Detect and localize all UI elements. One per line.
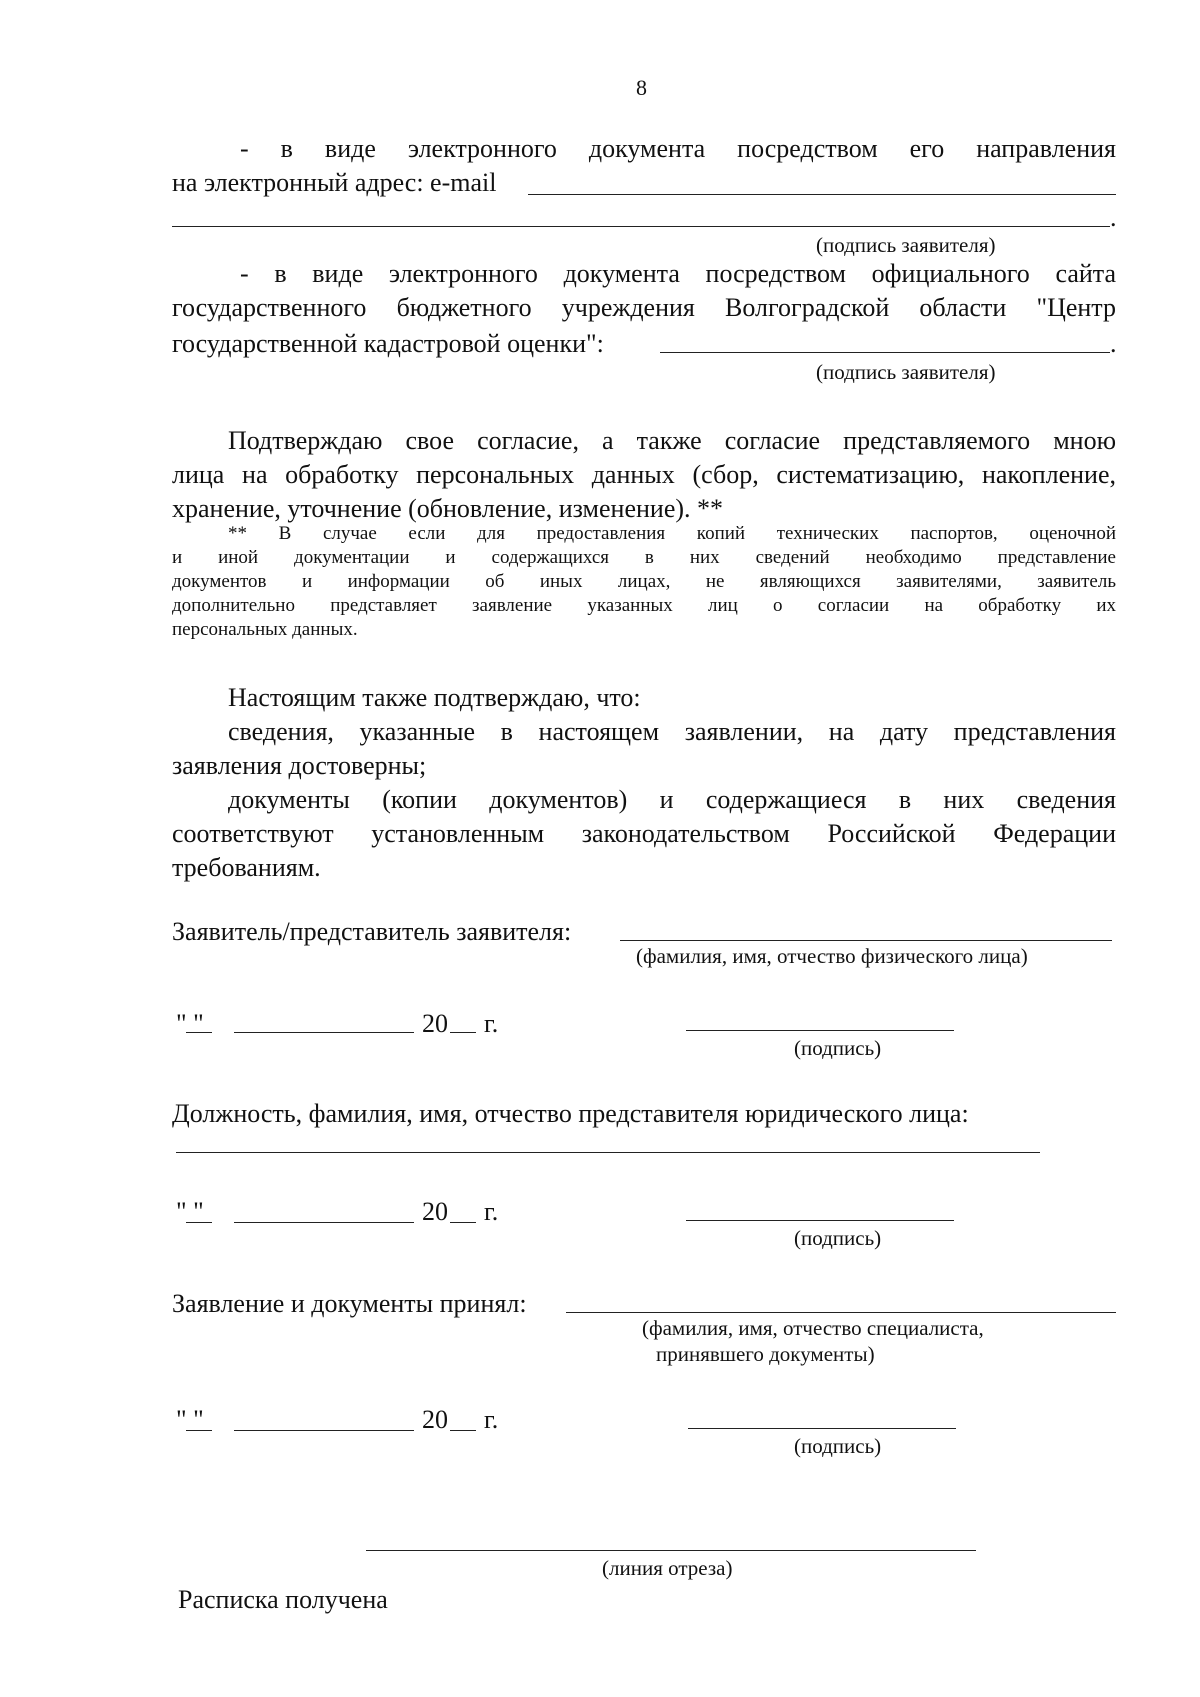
cut-line [366,1550,976,1551]
accepted-caption-line2: принявшего документы) [656,1342,875,1366]
email-input-line-2[interactable] [172,226,1110,227]
confirmation-p1-line2: заявления достоверны; [172,751,427,780]
year-prefix: 20 [422,1405,448,1434]
site-option-line2: государственного бюджетного учреждения Волгоградской области "Центр [172,293,1116,322]
year-prefix: 20 [422,1009,448,1038]
applicant-label: Заявитель/представитель заявителя: [172,917,572,946]
email-input-line[interactable] [528,194,1116,195]
footnote-line1: ** В случае если для предоставления копий технических паспортов, оценочной [228,523,1116,544]
email-option-label: на электронный адрес: e-mail [172,168,497,197]
year-suffix: г. [484,1197,499,1226]
consent-line3: хранение, уточнение (обновление, изменение). ** [172,494,724,523]
signature-line[interactable] [688,1428,956,1429]
month-input-line[interactable] [234,1430,414,1431]
date-quotes: " " [176,1405,204,1434]
signature-line[interactable] [686,1220,954,1221]
footnote-line2: и иной документации и содержащихся в них сведений необходимо представление [172,547,1116,568]
page-number: 8 [636,75,647,100]
site-signature-caption: (подпись заявителя) [816,360,996,384]
month-input-line[interactable] [234,1222,414,1223]
cut-line-caption: (линия отреза) [602,1556,733,1580]
confirmation-intro: Настоящим также подтверждаю, что: [228,683,641,712]
date-quotes: " " [176,1009,204,1038]
accepted-name-line[interactable] [566,1312,1116,1313]
year-input-line[interactable] [450,1430,476,1431]
legal-rep-label: Должность, фамилия, имя, отчество представителя юридического лица: [172,1099,969,1128]
signature-line[interactable] [686,1030,954,1031]
day-input-line[interactable] [186,1430,212,1431]
year-prefix: 20 [422,1197,448,1226]
site-option-label: государственной кадастровой оценки": [172,329,604,358]
month-input-line[interactable] [234,1032,414,1033]
footnote-line3: документов и информации об иных лицах, не являющихся заявителями, заявитель [172,571,1116,592]
consent-line1: Подтверждаю свое согласие, а также согласие представляемого мною [228,426,1116,455]
email-signature-caption: (подпись заявителя) [816,233,996,257]
legal-rep-input-line[interactable] [176,1152,1040,1153]
applicant-caption: (фамилия, имя, отчество физического лица) [636,944,1028,968]
year-suffix: г. [484,1009,499,1038]
confirmation-p2-line3: требованиям. [172,853,321,882]
footnote-line5: персональных данных. [172,619,358,640]
signature-caption: (подпись) [794,1434,882,1458]
day-input-line[interactable] [186,1222,212,1223]
accepted-label: Заявление и документы принял: [172,1289,527,1318]
date-quotes: " " [176,1197,204,1226]
year-input-line[interactable] [450,1032,476,1033]
year-input-line[interactable] [450,1222,476,1223]
site-option-line1: - в виде электронного документа посредством официального сайта [240,259,1116,288]
day-input-line[interactable] [186,1032,212,1033]
site-signature-line[interactable] [660,352,1110,353]
email-end-dot: . [1110,203,1117,232]
applicant-name-line[interactable] [620,940,1112,941]
signature-caption: (подпись) [794,1036,882,1060]
signature-caption: (подпись) [794,1226,882,1250]
confirmation-p2-line2: соответствуют установленным законодательством Российской Федерации [172,819,1116,848]
confirmation-p2-line1: документы (копии документов) и содержащиеся в них сведения [228,785,1116,814]
accepted-caption-line1: (фамилия, имя, отчество специалиста, [642,1316,984,1340]
confirmation-p1-line1: сведения, указанные в настоящем заявлении, на дату представления [228,717,1116,746]
consent-line2: лица на обработку персональных данных (сбор, систематизацию, накопление, [172,460,1116,489]
site-end-dot: . [1110,329,1117,358]
email-option-line1: - в виде электронного документа посредством его направления [240,134,1116,163]
year-suffix: г. [484,1405,499,1434]
footnote-line4: дополнительно представляет заявление указанных лиц о согласии на обработку их [172,595,1116,616]
receipt-label: Расписка получена [178,1585,388,1614]
